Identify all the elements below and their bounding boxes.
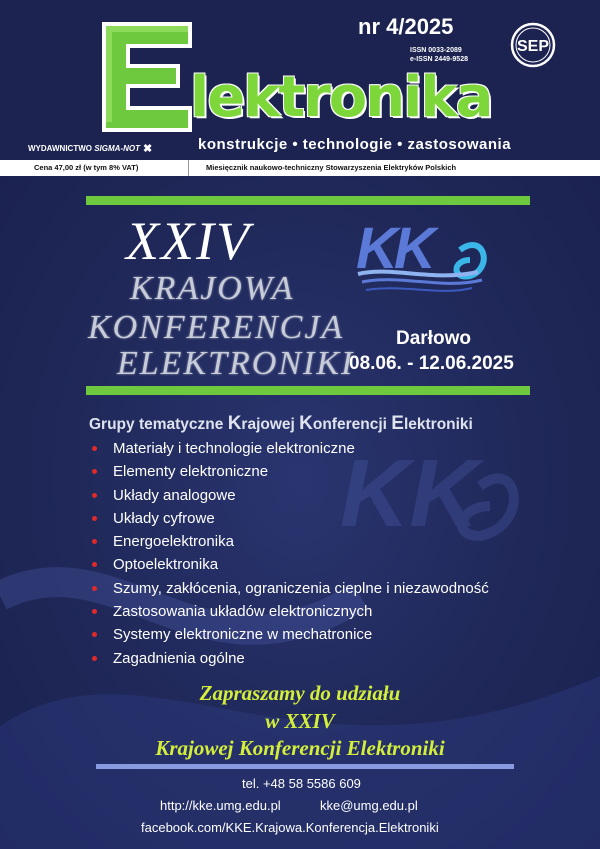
- topic-label: Systemy elektroniczne w mechatronice: [113, 626, 373, 644]
- topic-label: Energoelektronika: [113, 533, 234, 551]
- green-divider-bottom: [86, 386, 530, 395]
- svg-text:KK: KK: [340, 440, 479, 547]
- bullet-icon: [92, 516, 97, 521]
- topic-label: Materiały i technologie elektroniczne: [113, 440, 355, 457]
- topic-label: Zastosowania układów elektronicznych: [113, 603, 373, 621]
- bullet-icon: [92, 539, 97, 544]
- conference-poster: [0, 176, 600, 849]
- topics-title-initial: K: [227, 413, 242, 434]
- bullet-icon: [92, 446, 97, 451]
- topics-title-initial: K: [299, 413, 313, 434]
- issue-number: nr 4/2025: [358, 14, 454, 39]
- list-item: [92, 439, 489, 462]
- cover-header: [0, 0, 600, 158]
- issn-block: [410, 46, 468, 64]
- publisher-x-icon: ✖: [143, 143, 153, 155]
- publisher-prefix: WYDAWNICTWO: [28, 144, 95, 153]
- list-item: [92, 532, 489, 555]
- publisher-name: SIGMA-NOT: [94, 144, 140, 153]
- invite-line3: Krajowej Konferencji Elektroniki: [155, 736, 445, 760]
- bullet-icon: [92, 632, 97, 637]
- topics-list: [92, 439, 489, 672]
- list-item: [92, 509, 489, 532]
- contact-facebook-link[interactable]: facebook.com/KKE.Krajowa.Konferencja.Elektroniki: [141, 820, 439, 835]
- bullet-icon: [92, 609, 97, 614]
- sep-logo: [510, 22, 556, 68]
- topic-label: Optoelektronika: [113, 556, 219, 574]
- list-item: [92, 625, 489, 648]
- topics-title-part: onferencji: [312, 416, 392, 433]
- contact-email-link[interactable]: kke@umg.edu.pl: [320, 798, 418, 813]
- bullet-icon: [92, 469, 97, 474]
- logo-wordmark: lektronika: [190, 65, 492, 130]
- price: Cena 47,00 zł (w tym 8% VAT): [34, 163, 139, 172]
- topics-title-initial: E: [391, 413, 404, 434]
- sep-logo-text: SEP: [516, 38, 550, 55]
- bullet-icon: [92, 562, 97, 567]
- publisher: [28, 142, 152, 155]
- list-item: [92, 462, 489, 485]
- list-item: [92, 486, 489, 509]
- topic-label: Elementy elektroniczne: [113, 463, 269, 481]
- bullet-icon: [92, 493, 97, 498]
- bullet-icon: [92, 656, 97, 661]
- info-strip: [0, 160, 600, 176]
- conference-title-line1: KRAJOWA: [130, 270, 295, 307]
- tagline: konstrukcje • technologie • zastosowania: [198, 136, 512, 153]
- list-item: [92, 649, 489, 672]
- conference-dates: 08.06. - 12.06.2025: [349, 353, 514, 374]
- topics-title-part: rajowej: [241, 416, 300, 433]
- magazine-description: Miesięcznik naukowo-techniczny Stowarzyszenia Elektryków Polskich: [206, 163, 457, 172]
- green-divider-top: [86, 196, 530, 205]
- bullet-icon: [92, 586, 97, 591]
- list-item: [92, 602, 489, 625]
- contact-website-link[interactable]: http://kke.umg.edu.pl: [160, 798, 281, 813]
- topics-title-part: lektroniki: [403, 416, 473, 433]
- list-item: [92, 579, 489, 602]
- kke-logo: [352, 216, 492, 300]
- eissn: e-ISSN 2449-9528: [410, 56, 468, 63]
- list-item: [92, 555, 489, 578]
- issn: ISSN 0033-2089: [410, 47, 462, 54]
- topic-label: Układy analogowe: [113, 486, 236, 504]
- contact-phone: tel. +48 58 5586 609: [242, 776, 361, 791]
- conference-title-line2: KONFERENCJA: [88, 309, 345, 346]
- topics-title-part: Grupy tematyczne: [89, 416, 228, 433]
- svg-text:KK: KK: [356, 216, 432, 281]
- invite-line2: w XXIV: [265, 709, 335, 733]
- topic-label: Układy cyfrowe: [113, 509, 215, 527]
- conference-title-line3: ELEKTRONIKI: [117, 345, 355, 382]
- conference-number: XXIV: [126, 211, 251, 271]
- invite-line1: Zapraszamy do udziału: [199, 681, 401, 705]
- topic-label: Szumy, zakłócenia, ograniczenia cieplne i niezawodność: [113, 579, 489, 597]
- logo-letter-e: [88, 18, 196, 136]
- topic-label: Zagadnienia ogólne: [113, 649, 245, 667]
- blue-divider: [96, 764, 514, 769]
- conference-place: Darłowo: [396, 328, 471, 349]
- topics-title: [89, 413, 473, 435]
- strip-divider: [188, 160, 189, 176]
